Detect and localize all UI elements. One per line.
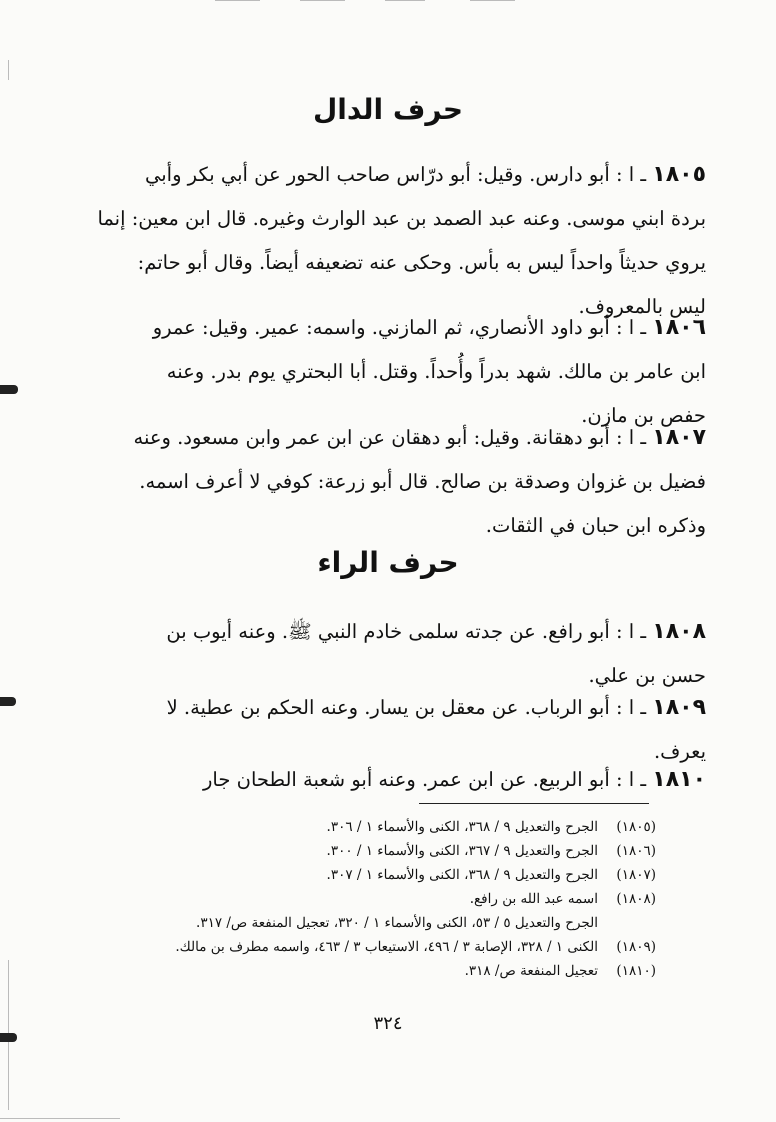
entry-text: ـ ا : أبو داود الأنصاري، ثم المازني. واسمه: عمير. وقيل: عمرو — [152, 316, 647, 339]
entry-number: ١٨٠٦ — [652, 315, 706, 340]
footnote-number: (١٨٠٧) — [616, 867, 656, 883]
scan-edge-mark — [470, 0, 515, 1]
footnote-number: (١٨٠٨) — [616, 891, 656, 907]
footnote — [96, 815, 656, 839]
entry-number: ١٨٠٧ — [652, 425, 706, 450]
entry-line: حفص بن مازن. — [581, 404, 706, 427]
entry-line — [92, 306, 706, 350]
margin-marker — [0, 385, 18, 394]
footnote-separator — [419, 803, 649, 804]
footnote-number: (١٨٠٥) — [616, 819, 656, 835]
entry-number: ١٨٠٨ — [652, 619, 706, 644]
entry-text: ـ ا : أبو الربيع. عن ابن عمر. وعنه أبو شعبة الطحان جار — [203, 768, 647, 791]
footnote-number: (١٨١٠) — [616, 963, 656, 979]
footnote-number: (١٨٠٩) — [616, 939, 656, 955]
footnote — [96, 887, 656, 911]
entry-1810 — [92, 758, 706, 802]
scan-edge-mark — [215, 0, 260, 1]
scan-edge-mark — [300, 0, 345, 1]
entry-1808 — [92, 610, 706, 698]
margin-marker — [0, 697, 16, 706]
entry-line: يعرف. — [653, 740, 706, 763]
footnote — [96, 935, 656, 959]
footnote-text: الجرح والتعديل ٥ / ٥٣، الكنى والأسماء ١ / ٣٢٠، تعجيل المنفعة ص/ ٣١٧. — [196, 915, 598, 931]
footnote — [96, 959, 656, 983]
entry-line: ابن عامر بن مالك. شهد بدراً وأُحداً. وقتل. أبا البحتري يوم بدر. وعنه — [166, 360, 706, 383]
entry-line — [92, 758, 706, 802]
footnote — [96, 863, 656, 887]
entry-line — [92, 686, 706, 730]
entry-line — [92, 153, 706, 197]
entry-text: ـ ا : أبو دهقانة. وقيل: أبو دهقان عن ابن عمر وابن مسعود. وعنه — [133, 426, 647, 449]
footnote-text: تعجيل المنفعة ص/ ٣١٨. — [464, 963, 598, 979]
entry-number: ١٨٠٩ — [652, 695, 706, 720]
entry-1805 — [92, 153, 706, 329]
section-heading-dal: حرف الدال — [312, 93, 464, 126]
footnote-text: الجرح والتعديل ٩ / ٣٦٨، الكنى والأسماء ١ / ٣٠٦. — [326, 819, 598, 835]
entry-line: وذكره ابن حبان في الثقات. — [485, 514, 706, 537]
entry-number: ١٨١٠ — [652, 767, 706, 792]
footnote-text: الكنى ١ / ٣٢٨، الإصابة ٣ / ٤٩٦، الاستيعاب ٣ / ٤٦٣، واسمه مطرف بن مالك. — [175, 939, 598, 955]
footnotes — [96, 815, 656, 983]
section-heading-ra: حرف الراء — [317, 546, 459, 579]
entry-line — [92, 610, 706, 654]
entry-line — [92, 416, 706, 460]
scan-edge-mark — [385, 0, 425, 1]
footnote-continuation — [96, 911, 656, 935]
entry-line: حسن بن علي. — [588, 664, 706, 687]
entry-line: يروي حديثاً واحداً ليس به بأس. وحكى عنه تضعيفه أيضاً. وقال أبو حاتم: — [137, 251, 706, 274]
entry-text: ـ ا : أبو الرباب. عن معقل بن يسار. وعنه الحكم بن عطية. لا — [166, 696, 647, 719]
footnote-text: الجرح والتعديل ٩ / ٣٦٨، الكنى والأسماء ١ / ٣٠٧. — [326, 867, 598, 883]
entry-text: ـ ا : أبو رافع. عن جدته سلمى خادم النبي ﷺ. وعنه أيوب بن — [166, 620, 647, 643]
footnote-number: (١٨٠٦) — [616, 843, 656, 859]
scan-edge-mark — [8, 60, 9, 80]
margin-marker — [0, 1033, 17, 1042]
scan-edge-mark — [0, 1118, 120, 1119]
entry-number: ١٨٠٥ — [652, 162, 706, 187]
entry-text: ـ ا : أبو دارس. وقيل: أبو درّاس صاحب الحور عن أبي بكر وأبي — [144, 163, 647, 186]
page-number: ٣٢٤ — [373, 1013, 403, 1034]
entry-line: فضيل بن غزوان وصدقة بن صالح. قال أبو زرعة: كوفي لا أعرف اسمه. — [139, 470, 706, 493]
footnote-text: الجرح والتعديل ٩ / ٣٦٧، الكنى والأسماء ١ / ٣٠٠. — [326, 843, 598, 859]
footnote-text: اسمه عبد الله بن رافع. — [469, 891, 598, 907]
footnote — [96, 839, 656, 863]
entry-line: بردة ابني موسى. وعنه عبد الصمد بن عبد الوارث وغيره. قال ابن معين: إنما — [97, 207, 706, 230]
entry-line: ليس بالمعروف. — [578, 295, 706, 318]
entry-1807 — [92, 416, 706, 548]
